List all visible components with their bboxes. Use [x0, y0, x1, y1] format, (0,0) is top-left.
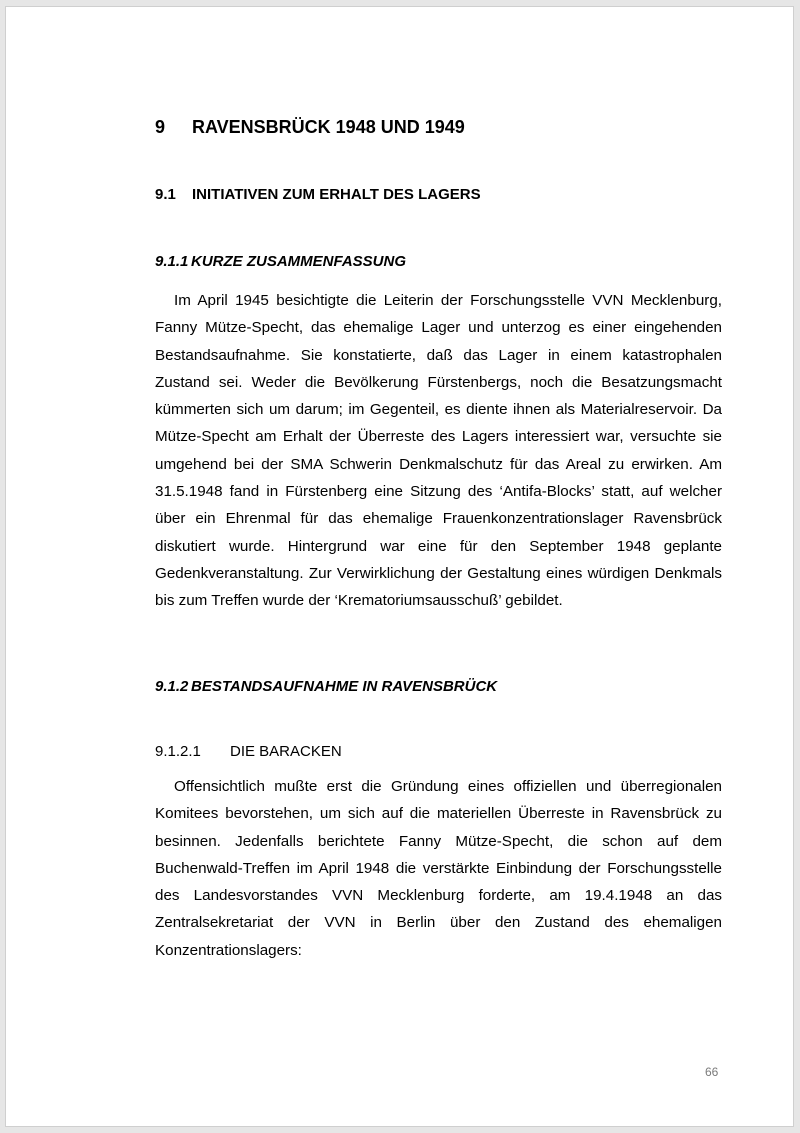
subsection-number-2: 9.1.2	[155, 678, 189, 695]
summary-paragraph: Im April 1945 besichtigte die Leiterin der Forschungsstelle VVN Mecklenburg, Fanny Mütze-Specht, das ehemalige Lager und unterzog es einer eingehenden Bestandsaufnahme. Sie konstatierte, daß das Lager in einem katastrophalen Zustand sei. Weder die Bevölkerung Fürstenbergs, noch die Besatzungsmacht kümmerten sich um darum; im Gegenteil, es diente ihnen als Materialreservoir. Da Mütze-Specht am Erhalt der Überreste des Lagers interessiert war, versuchte sie umgehend bei der SMA Schwerin Denkmalschutz für das Areal zu erwirken. Am 31.5.1948 fand in Fürstenberg eine Sitzung des ‘Antifa-Blocks’ statt, auf welcher über ein Ehrenmal für das ehemalige Frauenkonzentrationslager Ravensbrück diskutiert wurde. Hintergrund war eine für den September 1948 geplante Gedenkveranstaltung. Zur Verwirklichung der Gestaltung eines würdigen Denkmals bis zum Treffen wurde der ‘Krematoriumsausschuß’ gebildet.	[155, 292, 722, 610]
subsection-title-1: KURZE ZUSAMMENFASSUNG	[191, 253, 407, 270]
subsection-number-1: 9.1.1	[155, 253, 189, 270]
subsubsection-heading	[155, 743, 342, 760]
subsubsection-title: DIE BARACKEN	[230, 743, 342, 760]
section-number: 9.1	[155, 186, 176, 203]
subsection-heading-1	[155, 253, 406, 270]
barracks-paragraph: Offensichtlich mußte erst die Gründung eines offiziellen und überregionalen Komitees bevorstehen, um sich auf die materiellen Überreste in Ravensbrück zu besinnen. Jedenfalls berichtete Fanny Mütze-Specht, die schon auf dem Buchenwald-Treffen im April 1948 die verstärkte Einbindung der Forschungsstelle des Landesvorstandes VVN Mecklenburg forderte, am 19.4.1948 an das Zentralsekretariat der VVN in Berlin über den Zustand des ehemaligen Konzentrationslagers:	[155, 778, 722, 959]
page-number: 66	[705, 1065, 719, 1079]
subsection-title-2: BESTANDSAUFNAHME IN RAVENSBRÜCK	[191, 678, 498, 695]
chapter-number: 9	[155, 117, 166, 137]
document-page	[5, 6, 794, 1127]
chapter-heading	[155, 117, 465, 138]
section-heading	[155, 186, 481, 203]
subsubsection-number: 9.1.2.1	[155, 743, 201, 760]
section-title: INITIATIVEN ZUM ERHALT DES LAGERS	[192, 186, 481, 203]
chapter-title: RAVENSBRÜCK 1948 UND 1949	[192, 117, 465, 137]
subsection-heading-2	[155, 678, 497, 695]
